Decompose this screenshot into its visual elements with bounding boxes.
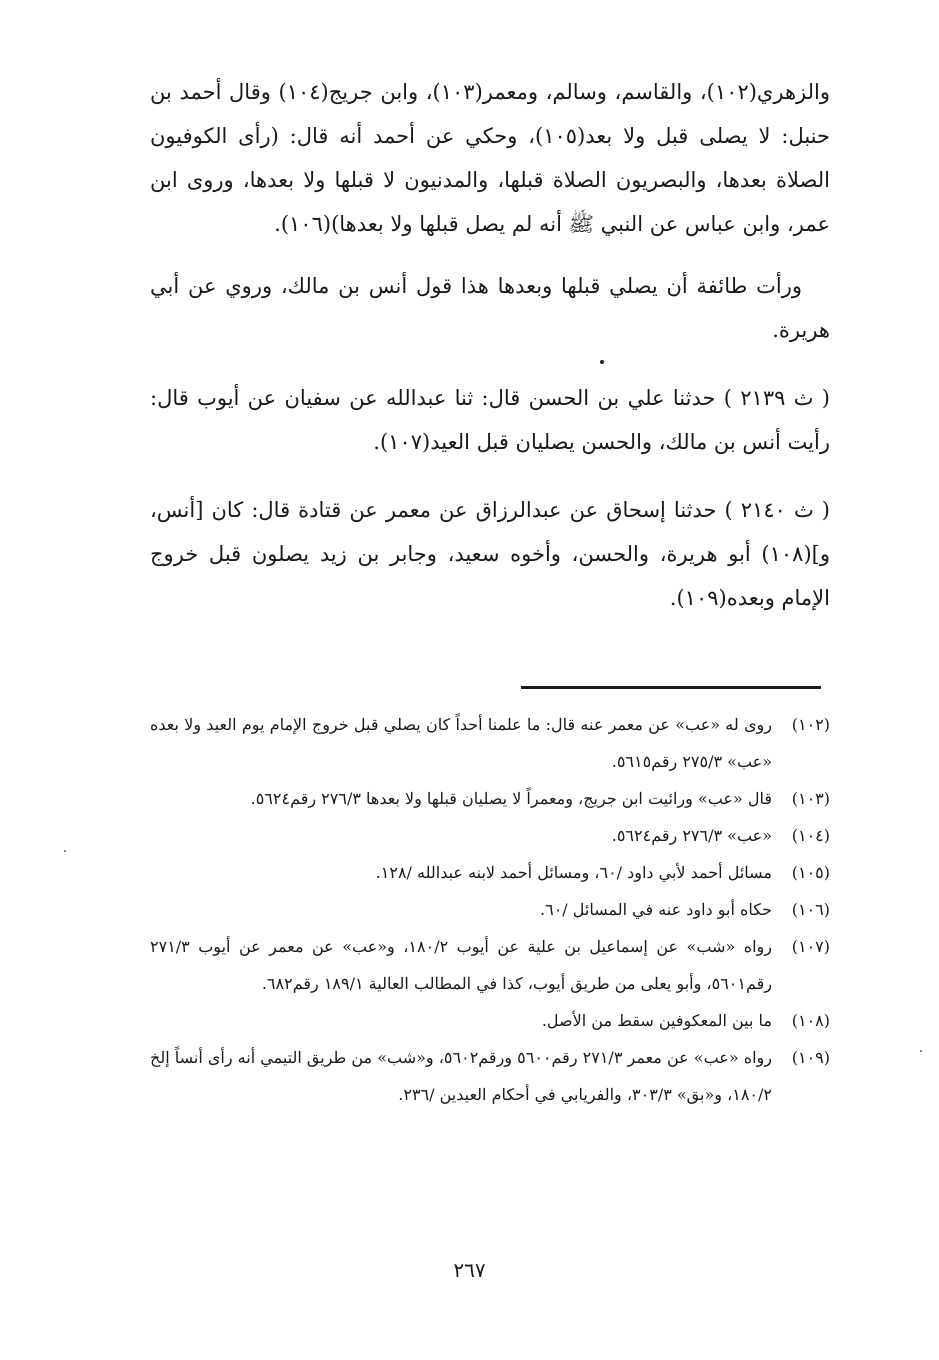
- footnote-text: روى له «عب» عن معمر عنه قال: ما علمنا أحداً كان يصلي قبل خروج الإمام يوم العيد ولا بعده «عب» ٢٧٥/٣ رقم٥٦١٥.: [150, 715, 772, 771]
- footnote-text: رواه «عب» عن معمر ٢٧١/٣ رقم٥٦٠٠ ورقم٥٦٠٢، و«شب» من طريق التيمي أنه رأى أنساً إلخ ١٨٠/٢، و«بق» ٣٠٣/٣، والفريابي في أحكام العيدين /٢٣٦.: [150, 1048, 773, 1104]
- footnote-102: [150, 706, 830, 780]
- footnote-text: حكاه أبو داود عنه في المسائل /٦٠.: [540, 900, 772, 919]
- footnote-text: قال «عب» ورائيت ابن جريج، ومعمراً لا يصليان قبلها ولا بعدها ٢٧٦/٣ رقم٥٦٢٤.: [250, 789, 772, 808]
- scan-speck: [920, 1050, 922, 1052]
- footnote-text: ما بين المعكوفين سقط من الأصل.: [541, 1011, 772, 1030]
- footnote-103: [150, 780, 830, 817]
- main-text: [150, 70, 830, 644]
- footnote-108: [150, 1002, 830, 1039]
- footnote-number: (١٠٨): [791, 1011, 830, 1030]
- footnote-number: (١٠٩): [791, 1048, 830, 1067]
- footnote-number: (١٠٧): [791, 937, 830, 956]
- footnote-number: (١٠٣): [791, 789, 830, 808]
- footnote-106: [150, 891, 830, 928]
- page-number: ٢٦٧: [453, 1258, 486, 1282]
- footnote-109: [150, 1039, 830, 1113]
- paragraph-hadith-2140: ( ث ٢١٤٠ ) حدثنا إسحاق عن عبدالرزاق عن معمر عن قتادة قال: كان [أنس، و](١٠٨) أبو هريرة، والحسن، وأخوه سعيد، وجابر بن زيد يصلون قبل خروج الإمام وبعده(١٠٩).: [150, 498, 830, 610]
- footnote-number: (١٠٦): [791, 900, 830, 919]
- footnote-104: [150, 817, 830, 854]
- footnote-105: [150, 854, 830, 891]
- footnote-number: (١٠٥): [791, 863, 830, 882]
- footnote-number: (١٠٤): [791, 826, 830, 845]
- footnote-text: «عب» ٢٧٦/٣ رقم٥٦٢٤.: [611, 826, 772, 845]
- footnote-number: (١٠٢): [791, 715, 830, 734]
- footnote-separator: [521, 686, 821, 689]
- footnote-text: رواه «شب» عن إسماعيل بن علية عن أيوب ١٨٠/٢، و«عب» عن معمر عن أيوب ٢٧١/٣ رقم٥٦٠١، وأبو يعلى من طريق أيوب، كذا في المطالب العالية ١٨٩/١ رقم٦٨٢.: [150, 937, 772, 993]
- paragraph-1: والزهري(١٠٢)، والقاسم، وسالم، ومعمر(١٠٣)، وابن جريج(١٠٤) وقال أحمد بن حنبل: لا يصلى قبل ولا بعد(١٠٥)، وحكي عن أحمد أنه قال: (رأى الكوفيون الصلاة بعدها، والبصريون الصلاة قبلها، والمدنيون لا قبلها ولا بعدها، وروى ابن عمر، وابن عباس عن النبي ﷺ أنه لم يصل قبلها ولا بعدها)(١٠٦).: [150, 80, 830, 236]
- paragraph-2: ورأت طائفة أن يصلي قبلها وبعدها هذا قول أنس بن مالك، وروي عن أبي هريرة.: [150, 274, 830, 342]
- footnote-text: مسائل أحمد لأبي داود /٦٠، ومسائل أحمد لابنه عبدالله /١٢٨.: [375, 863, 772, 882]
- ink-dot: [600, 360, 604, 364]
- scan-speck: [64, 850, 66, 852]
- footnotes: [150, 706, 830, 1113]
- footnote-107: [150, 928, 830, 1002]
- paragraph-hadith-2139: ( ث ٢١٣٩ ) حدثنا علي بن الحسن قال: ثنا عبدالله عن سفيان عن أيوب قال: رأيت أنس بن مالك، والحسن يصليان قبل العيد(١٠٧).: [150, 386, 830, 454]
